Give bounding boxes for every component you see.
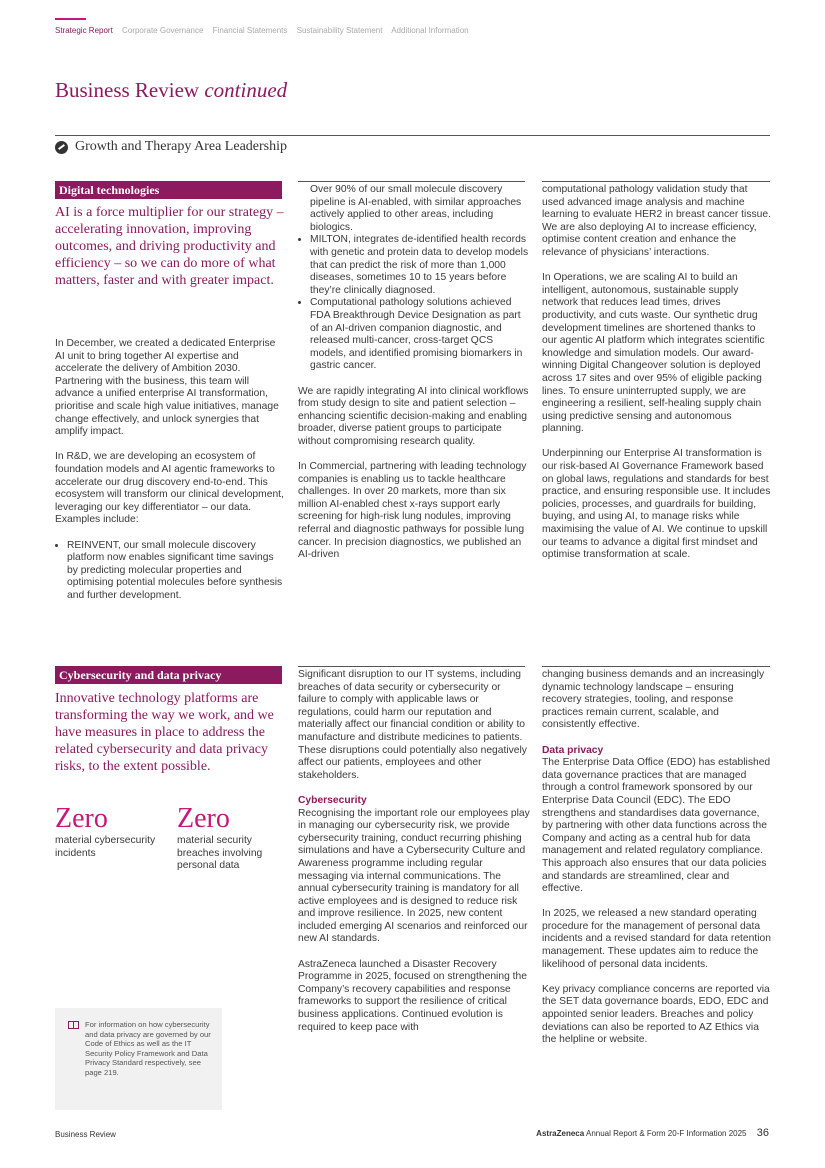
top-navigation <box>55 26 476 35</box>
nav-corporate-governance[interactable]: Corporate Governance <box>122 26 204 35</box>
section-heading-text: Growth and Therapy Area Leadership <box>75 139 287 154</box>
digital-lead-statement: AI is a force multiplier for our strategy – accelerating innovation, improving outcomes, and driving productivity and efficiency – so we can do more of what matters, faster and with greater impact. <box>55 205 284 288</box>
page-title-main: Business Review <box>55 78 200 102</box>
cyber-column-3 <box>542 669 772 1059</box>
column-rule <box>298 181 525 182</box>
digital-column-2 <box>298 184 530 574</box>
footer-report-title: Annual Report & Form 20-F Information 2025 <box>585 1129 747 1138</box>
cybersecurity-label: Cybersecurity and data privacy <box>55 666 282 684</box>
stat-label: material security breaches involving personal data <box>177 835 263 872</box>
digital-col1-paragraph: In R&D, we are developing an ecosystem of foundation models and AI agentic frameworks to accelerate our drug discovery end-to-end. This ecosystem will transform our clinical development, leveraging our key differentiator – our data. Examples include: <box>55 451 284 526</box>
column-rule <box>542 666 770 667</box>
list-item: • REINVENT, our small molecule discovery platform now enables significant time savings by predicting molecular properties and optimising potential molecules before synthesis and further development. <box>67 540 287 603</box>
page-title-suffix: continued <box>204 78 288 102</box>
digital-col3-paragraph: In Operations, we are scaling AI to build an intelligent, autonomous, sustainable supply network that reduces lead times, drives productivity, and cuts waste. Our synthetic drug development timelines are shortened thanks to our agentic AI platform which integrates scientific knowledge and simulation models. Our award-winning Digital Changeover solution is deployed across 17 sites and over 95% of eligible packing lines. To ensure uninterrupted supply, we are engineering a resilient, self-healing supply chain using predictive sensing and autonomous planning. <box>542 272 765 435</box>
cyber-col3-paragraph: Key privacy compliance concerns are reported via the SET data governance boards, EDO, EDC and appointed senior leaders. Breaches and policy deviations can also be reported to AZ Ethics via the helpline or website. <box>542 983 770 1046</box>
cyber-col2-paragraph: Significant disruption to our IT systems, including breaches of data security or cybersecurity or failure to comply with applicable laws or regulations, could harm our reputation and materially affect our financial condition or ability to manufacture and distribute medicines to patients. These disruptions could potentially also negatively affect our patients, employees and other stakeholders. <box>298 669 527 781</box>
nav-strategic-report[interactable]: Strategic Report <box>55 26 113 35</box>
column-rule <box>542 181 770 182</box>
nav-additional-information[interactable]: Additional Information <box>391 26 469 35</box>
stat-data-breaches <box>177 805 287 873</box>
digital-col1-paragraph: In December, we created a dedicated Enterprise AI unit to bring together AI expertise and accelerate the delivery of Ambition 2030. Partnering with the business, this team will advance a unified enterprise AI transformation, prioritise and scale high value initiatives, manage change effectively, and unlock synergies that amplify impact. <box>55 338 279 438</box>
list-item: • MILTON, integrates de-identified health records with genetic and protein data to develop models that can predict the risk of more than 1,000 diseases, sometimes 10 to 15 years before they’re clinically diagnosed. <box>310 234 530 297</box>
cyber-col3-paragraph: changing business demands and an increasingly dynamic technology landscape – ensuring recovery strategies, tooling, and response practices remain current, scalable, and consistently effective. <box>542 669 765 731</box>
governance-note-box <box>55 1008 222 1110</box>
footer-report-info <box>536 1127 769 1139</box>
digital-technologies-label: Digital technologies <box>55 181 282 199</box>
growth-chart-icon <box>55 141 68 154</box>
stat-label: material cybersecurity incidents <box>55 835 156 859</box>
cyber-col2-paragraph: AstraZeneca launched a Disaster Recovery Programme in 2025, focused on strengthening the Company’s recovery capabilities and response frameworks to support the resilience of critical business applications. Continued evolution is required to keep pace with <box>298 958 527 1033</box>
digital-col2-list <box>298 234 530 373</box>
cyber-col3-paragraph: The Enterprise Data Office (EDO) has established data governance practices that are managed through a control framework sponsored by our Enterprise Data Council (EDC). The EDO strengthens and standardises data governance, by partnering with other data functions across the Company and acting as a central hub for data management and related regulatory compliance. This approach also ensures that our data policies and standards are streamlined, clear and effective. <box>542 757 771 895</box>
nav-financial-statements[interactable]: Financial Statements <box>212 26 288 35</box>
cybersecurity-subheading: Cybersecurity <box>298 794 367 806</box>
cyber-column-2 <box>298 669 530 1047</box>
digital-column-1 <box>55 338 287 602</box>
cyber-lead-statement: Innovative technology platforms are transforming the way we work, and we have measures in place to address the related cybersecurity and data privacy risks, to the extent possible. <box>55 691 274 774</box>
section-heading <box>55 139 287 155</box>
digital-col3-paragraph: Underpinning our Enterprise AI transformation is our risk-based AI Governance Framework based on global laws, regulations and standards for best practice, and ensuring responsible use. It includes policies, processes, and guardrails for building, buying, and using AI, to manage risks while maximising the value of AI. We continue to upskill our teams to advance a digital first mindset and optimise transformation at scale. <box>542 448 771 561</box>
bullet-continuation: Over 90% of our small molecule discovery pipeline is AI-enabled, with similar approaches actively applied to other areas, including biologics. <box>310 184 522 233</box>
digital-col1-list <box>55 540 287 603</box>
column-rule <box>298 666 525 667</box>
stat-value: Zero <box>177 803 230 834</box>
book-icon <box>68 1021 79 1029</box>
digital-col2-paragraph: We are rapidly integrating AI into clinical workflows from study design to site and patient selection – enhancing scientific decision-making and enabling broader, diverse patient groups to participate without compromising research quality. <box>298 385 529 447</box>
digital-column-3 <box>542 184 772 574</box>
active-nav-indicator <box>55 18 86 20</box>
footer-section-name: Business Review <box>55 1130 116 1139</box>
footer-brand: AstraZeneca <box>536 1129 585 1138</box>
section-divider <box>55 135 770 136</box>
cyber-col2-paragraph: Recognising the important role our employees play in managing our cybersecurity risk, we provide cybersecurity training, conduct recurring phishing simulations and have a Cybersecurity Culture and Awareness programme including regular messaging via internal communications. The annual cybersecurity training is mandatory for all active employees and is designed to reduce risk and improve resilience. In 2025, new content included emerging AI scenarios and reinforced our new AI standards. <box>298 807 530 945</box>
governance-note-text: For information on how cybersecurity and data privacy are governed by our Code of Ethics as well as the IT Security Policy Framework and Data Privacy Standard respectively, see page 219. <box>85 1020 211 1077</box>
page-title <box>55 78 287 103</box>
data-privacy-subheading: Data privacy <box>542 744 604 756</box>
cyber-col3-paragraph: In 2025, we released a new standard operating procedure for the management of personal data incidents and a revised standard for data retention management. These updates aim to reduce the likelihood of personal data incidents. <box>542 908 771 970</box>
stat-value: Zero <box>55 803 108 834</box>
stat-cyber-incidents <box>55 805 165 860</box>
digital-col3-paragraph: computational pathology validation study that used advanced image analysis and machine learning to evaluate HER2 in breast cancer tissue. We are also deploying AI to increase efficiency, optimise content creation and enhance the relevance of physicians’ interactions. <box>542 184 771 258</box>
page-number: 36 <box>756 1127 769 1139</box>
digital-col2-paragraph: In Commercial, partnering with leading technology companies is enabling us to tackle healthcare challenges. In over 20 markets, more than six million AI-enabled chest x-rays support early screening for high-risk lung nodules, improving referral and diagnostic pathways for possible lung cancer. In precision diagnostics, we published an AI-driven <box>298 461 527 561</box>
nav-sustainability-statement[interactable]: Sustainability Statement <box>296 26 383 35</box>
list-item: • Computational pathology solutions achieved FDA Breakthrough Device Designation as part of an AI-driven companion diagnostic, and released multi-cancer, cross-target QCS models, and identified promising biomarkers in gastric cancer. <box>310 297 530 373</box>
